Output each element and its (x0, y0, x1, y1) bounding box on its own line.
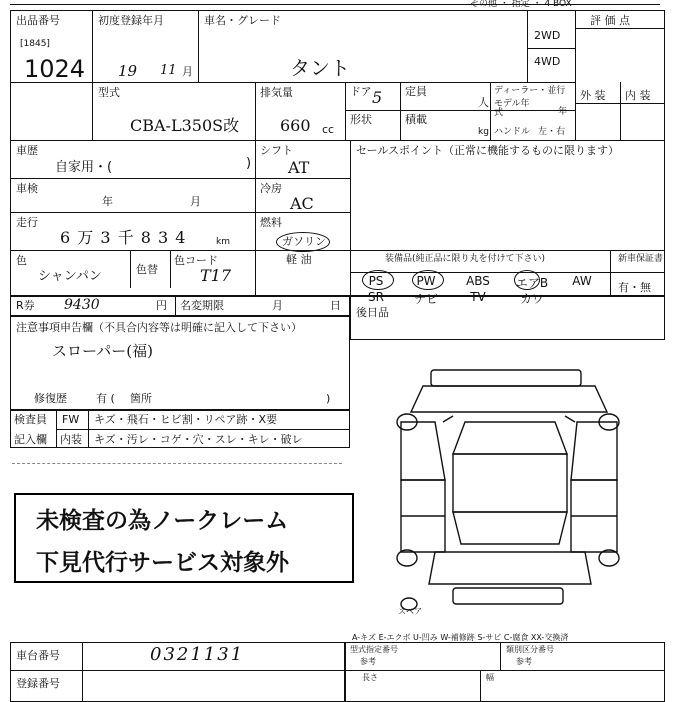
equip-ps: PS (368, 274, 384, 288)
repair-value: 有 ( (96, 392, 115, 405)
inspector-label-2: 記入欄 (14, 433, 47, 446)
first-reg-month-unit: 月 (182, 65, 193, 78)
fuel-label: 燃料 (260, 216, 282, 229)
score-exterior-label: 外 装 (580, 89, 606, 102)
load-label: 積載 (405, 113, 427, 126)
notes-value: スローパー(福) (52, 342, 153, 360)
car-name-value: タント (290, 56, 350, 80)
chassis-label: 車台番号 (16, 649, 60, 662)
mileage-label: 走行 (16, 216, 38, 229)
score-label: 評 価 点 (590, 14, 630, 27)
equip-sr: SR (368, 290, 384, 304)
hood-panel (411, 386, 607, 412)
warranty-value: 有・無 (618, 281, 651, 294)
model-value: CBA-L350S改 (130, 116, 240, 135)
title-change-day: 日 (330, 299, 341, 312)
equip-leather: カワ (519, 292, 544, 306)
lot-code: [1845] (20, 39, 50, 49)
roof-front-panel (431, 370, 581, 386)
color-code-label: 色コード (174, 254, 218, 267)
car-body-diagram (395, 362, 635, 622)
inspection-month: 月 (190, 195, 201, 208)
col-line-doors (345, 82, 346, 140)
history-value: 自家用・( (55, 160, 113, 175)
displacement-value: 660 (280, 116, 311, 135)
recycle-col-line (175, 296, 176, 316)
mileage-unit: km (216, 237, 230, 247)
delivery-label: 後日品 (356, 306, 389, 319)
title-change-month: 月 (272, 299, 283, 312)
load-unit: kg (478, 127, 489, 137)
row2-mid-line (345, 110, 575, 111)
inspector-label-1: 検査員 (14, 413, 47, 426)
equip-aw: AW (572, 274, 592, 288)
equip-airbag-circle (514, 270, 540, 290)
right-front-fender (571, 422, 617, 480)
notes-label: 注意事項申告欄（不具合内容等は明確に記入して下さい） (16, 321, 302, 334)
inspector-int-label: 内装 (60, 433, 82, 446)
row-line-3 (10, 178, 350, 179)
warranty-label: 新車保証書 (618, 254, 664, 264)
class-ref-sub: 参考 (516, 657, 532, 666)
title-change-label: 名変期限 (180, 299, 224, 312)
repair-place: 箇所 (130, 392, 152, 405)
damage-legend: A-キズ E-エクボ U-凹み W-補修跡 S-サビ C-腐食 XX-交換済 (352, 633, 569, 642)
history-label: 車歴 (16, 144, 38, 157)
col-line-dealer (490, 82, 491, 140)
color-label: 色 (16, 254, 27, 267)
recycle-unit: 円 (156, 299, 167, 312)
spare-label: スペア (398, 607, 422, 616)
mileage-value: 6 万 3 千 8 3 4 (60, 228, 187, 247)
chassis-mid-line (10, 670, 345, 671)
rear-window (453, 512, 567, 544)
rear-panel (429, 552, 591, 584)
equip-tv: TV (470, 290, 486, 304)
dashed-guide-line (12, 463, 342, 464)
repair-close: ) (326, 392, 331, 405)
class-ref-label: 類別区分番号 (506, 645, 554, 654)
mid-split-line (350, 140, 351, 296)
shift-col-line (255, 140, 256, 296)
left-front-fender (401, 422, 445, 480)
model-ref-label: 型式指定番号 (350, 645, 398, 654)
displacement-label: 排気量 (260, 86, 293, 99)
model-ref-mid-line (345, 670, 665, 671)
dealer-label: ディーラー・並行 (494, 86, 566, 96)
col-line-score (575, 10, 576, 140)
inspector-col-line-1 (56, 410, 57, 448)
shift-value: AT (288, 158, 310, 177)
equip-abs: ABS (466, 274, 490, 288)
reg-no-label: 登録番号 (16, 677, 60, 690)
inspector-col-line-2 (88, 410, 89, 448)
stamp-line-2: 下見代行サービス対象外 (36, 550, 289, 576)
row-line-2 (10, 140, 665, 141)
dealer-model-year: モデル年式 (494, 99, 530, 118)
chassis-value: 0321131 (150, 644, 245, 665)
handle-options: 左・右 (538, 127, 566, 137)
score-interior-label: 内 装 (625, 89, 651, 102)
color-change-label: 色替 (136, 263, 158, 276)
rear-bumper (453, 588, 563, 604)
color-col-line-2 (170, 250, 171, 288)
shape-label: 形状 (350, 113, 372, 126)
equip-ps-circle (362, 270, 394, 290)
first-reg-year: 19 (118, 62, 138, 80)
displacement-unit: cc (322, 123, 335, 136)
doors-value: 5 (372, 88, 383, 107)
ac-label: 冷房 (260, 182, 282, 195)
inspector-int-items: キズ・汚レ・コゲ・穴・スレ・キレ・破レ (94, 433, 303, 446)
model-label: 型式 (98, 86, 120, 99)
capacity-label: 定員 (405, 85, 427, 98)
recycle-label: R券 (16, 299, 35, 312)
score-col-line (620, 82, 621, 140)
equipment-label: 装備品(純正品に限り丸を付けて下さい) (385, 254, 546, 264)
drive-2wd: 2WD (534, 29, 561, 42)
equipment-mid-line (350, 272, 665, 273)
col-line-capacity (400, 82, 401, 140)
color-col-line-1 (130, 250, 131, 288)
color-code-value: T17 (200, 266, 232, 285)
header-right-text: その他 ・ 指定 ・ 4 BOX (470, 0, 572, 9)
fuel-gasoline: ガソリン (282, 235, 326, 248)
chassis-col-line (82, 642, 83, 702)
size-col-line (480, 670, 481, 702)
col-line-displacement (255, 82, 256, 140)
model-ref-col-line (500, 642, 501, 670)
warranty-col-line (610, 250, 611, 296)
inspector-mid-line (56, 429, 350, 430)
equipment-top-line (350, 250, 665, 251)
stamp-line-1: 未検査の為ノークレーム (36, 508, 289, 534)
drive-split-line (527, 48, 575, 49)
equip-pw-circle (412, 270, 444, 290)
width-label: 幅 (486, 673, 494, 682)
handle-label: ハンドル (494, 127, 531, 137)
drive-4wd: 4WD (534, 55, 561, 68)
recycle-value: 9430 (64, 297, 100, 313)
col-line-firstreg (198, 10, 199, 82)
inspector-fw-items: キズ・飛石・ヒビ割・リペア跡・X要 (94, 413, 278, 426)
equip-airbag: エアB (515, 276, 549, 290)
history-close: ) (246, 156, 252, 171)
first-reg-month: 11 (160, 63, 177, 78)
equip-navi: ナビ (413, 292, 438, 306)
equip-pw: PW (416, 274, 436, 288)
first-reg-label: 初度登録年月 (98, 14, 164, 27)
fuel-diesel: 軽 油 (286, 253, 312, 266)
color-value: シャンパン (38, 269, 102, 284)
inspection-year: 年 (102, 195, 113, 208)
capacity-unit: 人 (478, 96, 489, 109)
inspection-label: 車検 (16, 182, 38, 195)
sales-point-label: セールスポイント（正常に機能するものに限ります） (356, 144, 620, 157)
roof-panel (453, 454, 567, 512)
doors-label: ドア (350, 85, 372, 98)
windshield (453, 422, 567, 454)
model-ref-sub: 参考 (360, 657, 376, 666)
col-line-drive (527, 10, 528, 82)
inspector-fw-label: FW (62, 413, 80, 426)
car-name-label: 車名・グレード (204, 14, 281, 27)
dealer-year-unit: 年 (558, 107, 568, 117)
col-line-lot (92, 10, 93, 140)
ac-value: AC (290, 194, 314, 213)
length-label: 長さ (362, 673, 378, 682)
repair-label: 修復歴 (34, 392, 67, 405)
lot-number: 1024 (24, 55, 86, 83)
delivery-box (350, 296, 665, 340)
lot-label: 出品番号 (16, 14, 60, 27)
shift-label: シフト (260, 144, 293, 157)
score-title-line (575, 28, 665, 29)
